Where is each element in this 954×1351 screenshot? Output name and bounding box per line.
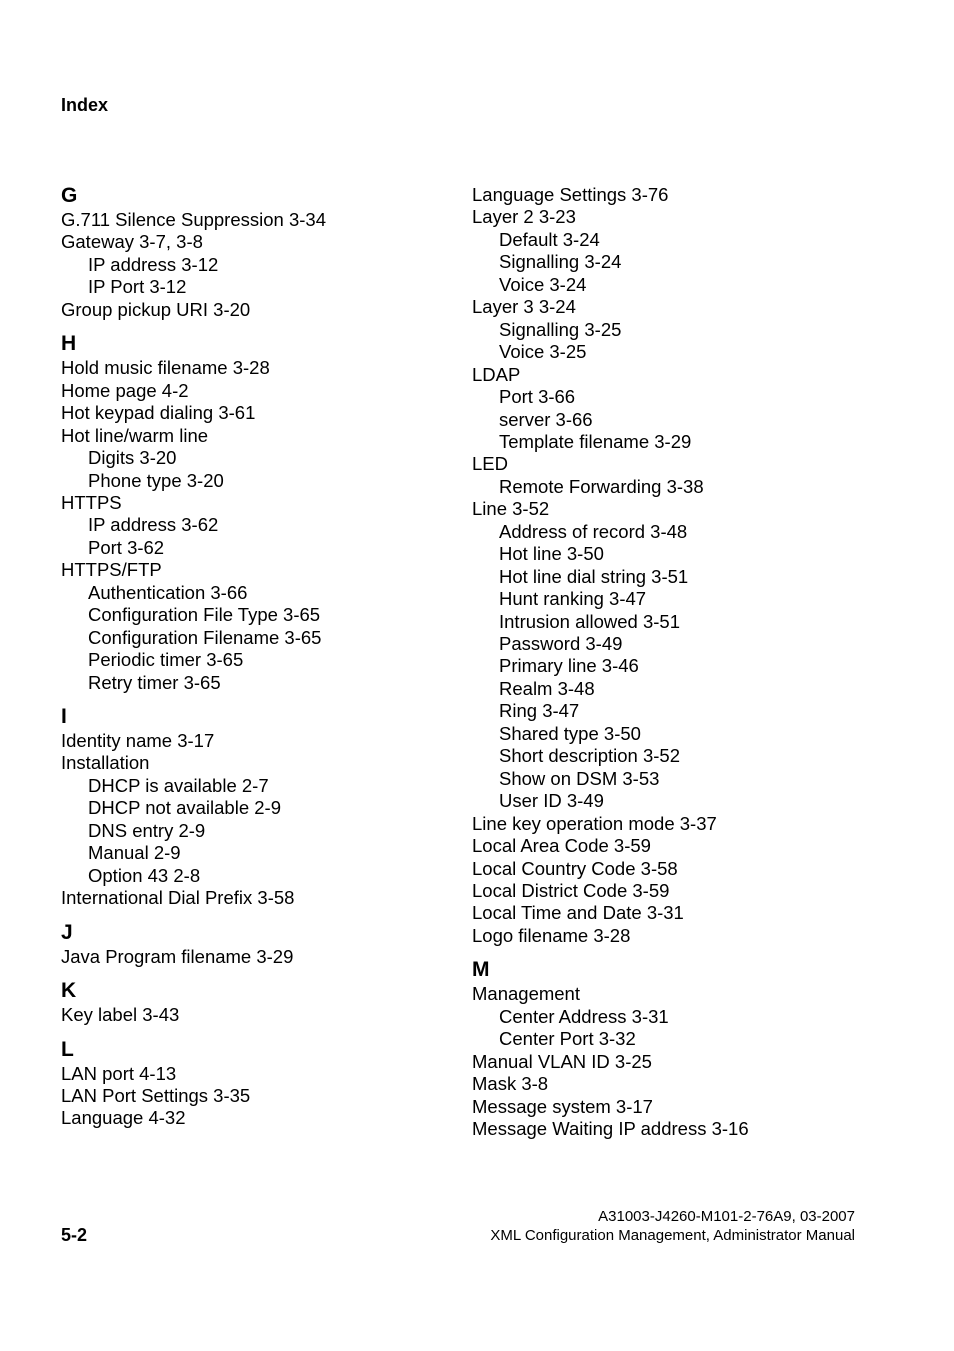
index-subentry: DHCP not available 2-9 (88, 797, 281, 819)
index-subentry: Manual 2-9 (88, 842, 181, 864)
index-entry: Local Time and Date 3-31 (472, 902, 684, 924)
index-subentry: Signalling 3-24 (499, 251, 622, 273)
index-entry: Language 4-32 (61, 1107, 186, 1129)
index-entry: HTTPS (61, 491, 122, 513)
index-subentry: Port 3-62 (88, 536, 165, 558)
index-entry: Manual VLAN ID 3-25 (472, 1050, 652, 1072)
index-entry: LDAP (472, 363, 521, 385)
footer-doc-id: A31003-J4260-M101-2-76A9, 03-2007 (598, 1208, 855, 1225)
index-subentry: IP address 3-12 (88, 253, 219, 275)
index-subentry: Intrusion allowed 3-51 (499, 610, 680, 632)
index-entry: Management (472, 983, 580, 1005)
index-entry: Layer 3 3-24 (472, 296, 576, 318)
index-subentry: server 3-66 (499, 408, 593, 430)
index-entry: LAN port 4-13 (61, 1062, 177, 1084)
index-subentry: Port 3-66 (499, 386, 576, 408)
index-subentry: Shared type 3-50 (499, 722, 641, 744)
index-subentry: Digits 3-20 (88, 447, 177, 469)
index-subentry: User ID 3-49 (499, 790, 604, 812)
index-subentry: Show on DSM 3-53 (499, 767, 660, 789)
index-entry: Local Country Code 3-58 (472, 857, 678, 879)
index-letter-heading: J (61, 920, 73, 944)
index-letter-heading: I (61, 705, 67, 728)
index-entry: Java Program filename 3-29 (61, 945, 294, 967)
index-entry: Message system 3-17 (472, 1095, 653, 1117)
index-subentry: Configuration Filename 3-65 (88, 626, 322, 648)
index-subentry: IP Port 3-12 (88, 276, 187, 298)
index-entry: Line 3-52 (472, 498, 550, 520)
index-subentry: Voice 3-24 (499, 273, 587, 295)
index-subentry: Short description 3-52 (499, 745, 680, 767)
index-entry: Group pickup URI 3-20 (61, 298, 251, 320)
index-entry: Identity name 3-17 (61, 730, 215, 751)
index-subentry: Option 43 2-8 (88, 864, 201, 886)
index-subentry: DHCP is available 2-7 (88, 774, 269, 796)
index-subentry: Address of record 3-48 (499, 520, 688, 542)
index-entry: Hold music filename 3-28 (61, 357, 270, 379)
index-subentry: Center Address 3-31 (499, 1005, 669, 1027)
footer-doc-info (490, 1207, 855, 1245)
index-entry: Key label 3-43 (61, 1004, 180, 1026)
index-subentry: Retry timer 3-65 (88, 671, 221, 693)
index-subentry: IP address 3-62 (88, 514, 219, 536)
index-subentry: Hot line dial string 3-51 (499, 565, 689, 587)
index-subentry: Default 3-24 (499, 228, 600, 250)
index-letter-heading: M (472, 958, 490, 982)
index-subentry: Configuration File Type 3-65 (88, 604, 321, 626)
index-entry: Mask 3-8 (472, 1073, 549, 1095)
index-entry: HTTPS/FTP (61, 559, 162, 581)
index-entry: Line key operation mode 3-37 (472, 812, 717, 834)
index-subentry: Center Port 3-32 (499, 1028, 636, 1050)
index-entry: Home page 4-2 (61, 379, 189, 401)
index-subentry: Password 3-49 (499, 633, 623, 654)
index-entry: Message Waiting IP address 3-16 (472, 1118, 749, 1139)
index-subentry: Remote Forwarding 3-38 (499, 475, 704, 497)
index-letter-heading: K (61, 979, 77, 1003)
index-subentry: Realm 3-48 (499, 677, 595, 699)
index-entry: Logo filename 3-28 (472, 924, 631, 946)
footer-doc-title: XML Configuration Management, Administrator Manual (490, 1227, 855, 1244)
index-entry: Installation (61, 752, 150, 774)
index-entry: Local District Code 3-59 (472, 879, 670, 901)
index-entry: Hot line/warm line (61, 424, 209, 446)
index-subentry: Hunt ranking 3-47 (499, 588, 647, 610)
index-subentry: Template filename 3-29 (499, 430, 692, 452)
index-subentry: Phone type 3-20 (88, 469, 224, 491)
index-entry: Language Settings 3-76 (472, 184, 669, 205)
index-subentry: DNS entry 2-9 (88, 819, 206, 841)
index-entry: LED (472, 453, 508, 475)
index-entry: G.711 Silence Suppression 3-34 (61, 209, 326, 230)
index-entry: Layer 2 3-23 (472, 206, 576, 228)
index-entry: International Dial Prefix 3-58 (61, 887, 295, 909)
index-subentry: Voice 3-25 (499, 341, 587, 363)
index-entry: Local Area Code 3-59 (472, 835, 651, 857)
index-subentry: Signalling 3-25 (499, 318, 622, 340)
index-subentry: Hot line 3-50 (499, 543, 604, 565)
index-subentry: Ring 3-47 (499, 700, 580, 722)
index-letter-heading: L (61, 1037, 74, 1061)
index-subentry: Primary line 3-46 (499, 655, 639, 677)
page-number: 5-2 (61, 1225, 88, 1245)
page-header-title: Index (61, 95, 109, 115)
index-letter-heading: H (61, 332, 77, 356)
index-subentry: Authentication 3-66 (88, 581, 248, 603)
index-entry: Gateway 3-7, 3-8 (61, 231, 203, 253)
index-subentry: Periodic timer 3-65 (88, 649, 244, 671)
index-entry: LAN Port Settings 3-35 (61, 1084, 251, 1106)
index-letter-heading: G (61, 184, 78, 207)
index-entry: Hot keypad dialing 3-61 (61, 402, 256, 424)
